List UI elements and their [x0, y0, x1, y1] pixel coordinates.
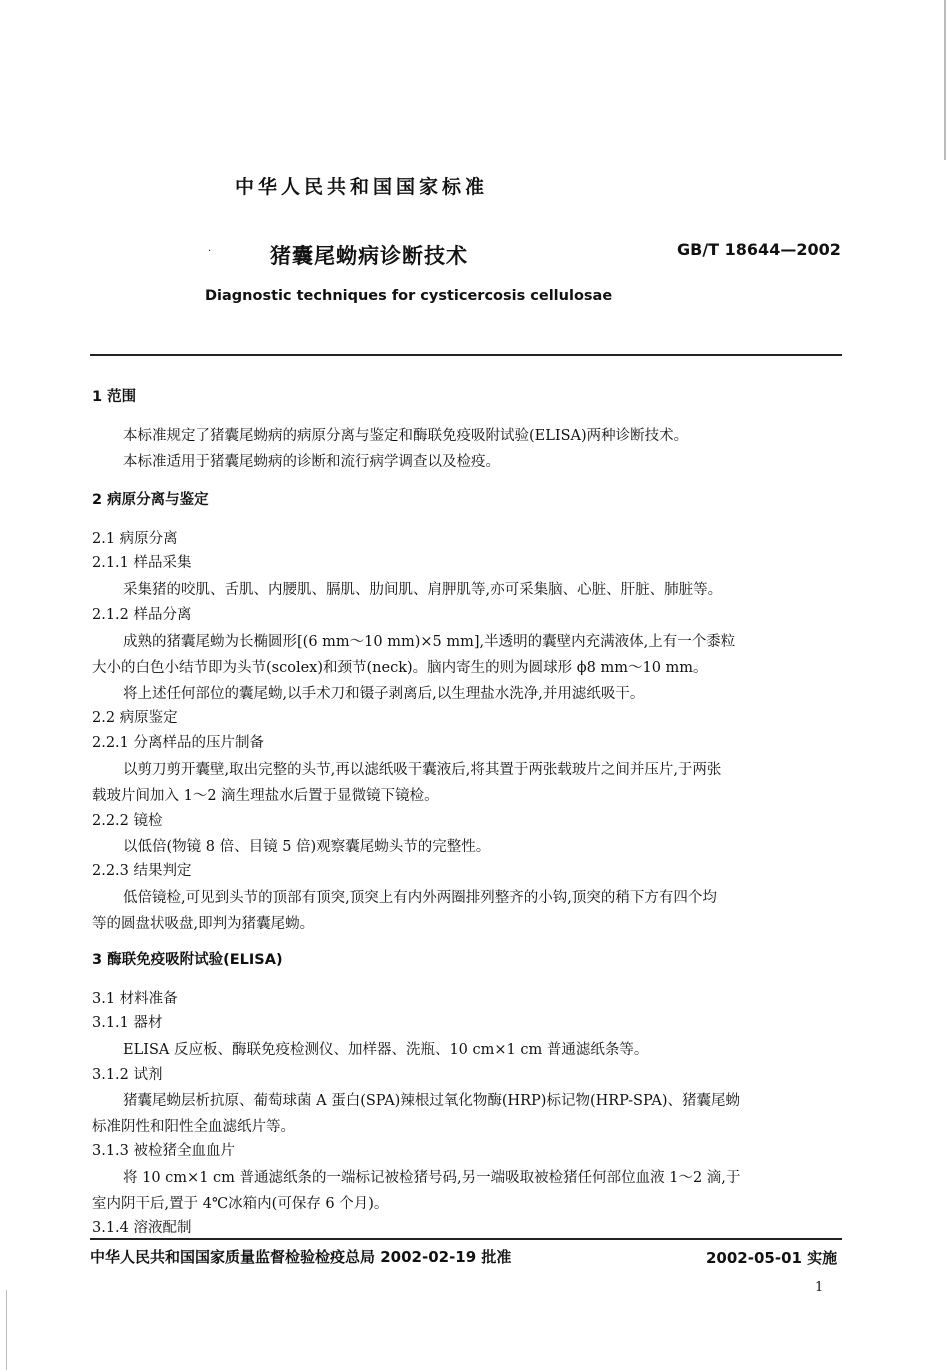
subsection-heading: 3.1.4 溶液配制: [92, 1220, 192, 1236]
standard-code: GB/T 18644—2002: [677, 240, 841, 259]
subsection-heading: 2.2.3 结果判定: [92, 863, 192, 879]
section-3-heading: 3 酶联免疫吸附试验(ELISA): [92, 952, 283, 968]
subsection-heading: 2.1 病原分离: [92, 531, 178, 547]
subsection-heading: 3.1.3 被检猪全血血片: [92, 1143, 236, 1159]
paragraph: 室内阴干后,置于 4℃冰箱内(可保存 6 个月)。: [92, 1196, 389, 1212]
scan-edge: [6, 1290, 7, 1370]
subsection-heading: 3.1.2 试剂: [92, 1067, 163, 1083]
paragraph: 低倍镜检,可见到头节的顶部有顶突,顶突上有内外两圈排列整齐的小钩,顶突的稍下方有四个均: [123, 890, 717, 906]
paragraph: 将上述任何部位的囊尾蚴,以手术刀和镊子剥离后,以生理盐水洗净,并用滤纸吸干。: [123, 686, 645, 702]
document-title-cn: 猪囊尾蚴病诊断技术: [270, 244, 468, 268]
approval-line: 中华人民共和国国家质量监督检验检疫总局 2002-02-19 批准: [90, 1248, 512, 1266]
subsection-heading: 2.1.2 样品分离: [92, 607, 192, 623]
section-1-heading: 1 范围: [92, 389, 137, 405]
paragraph: 以低倍(物镜 8 倍、目镜 5 倍)观察囊尾蚴头节的完整性。: [123, 839, 491, 855]
subsection-heading: 2.1.1 样品采集: [92, 555, 192, 571]
paragraph: 载玻片间加入 1～2 滴生理盐水后置于显微镜下镜检。: [92, 788, 439, 804]
page-number: 1: [815, 1280, 824, 1295]
subsection-heading: 2.2.2 镜检: [92, 813, 163, 829]
section-1-paragraph: 本标准规定了猪囊尾蚴病的病原分离与鉴定和酶联免疫吸附试验(ELISA)两种诊断技术。: [123, 428, 689, 444]
subsection-heading: 2.2.1 分离样品的压片制备: [92, 735, 265, 751]
paragraph: 以剪刀剪开囊壁,取出完整的头节,再以滤纸吸干囊液后,将其置于两张载玻片之间并压片,于两张: [123, 762, 722, 778]
paragraph: 大小的白色小结节即为头节(scolex)和颈节(neck)。脑内寄生的则为圆球形 ϕ8 mm～10 mm。: [92, 660, 708, 676]
paragraph: 成熟的猪囊尾蚴为长椭圆形[(6 mm～10 mm)×5 mm],半透明的囊壁内充满液体,上有一个黍粒: [123, 634, 736, 650]
scan-dot: ·: [208, 246, 212, 257]
section-1-paragraph: 本标准适用于猪囊尾蚴病的诊断和流行病学调查以及检疫。: [123, 454, 500, 470]
subsection-heading: 3.1.1 器材: [92, 1015, 163, 1031]
subsection-heading: 2.2 病原鉴定: [92, 710, 178, 726]
paragraph: 等的圆盘状吸盘,即判为猪囊尾蚴。: [92, 916, 315, 932]
section-2-heading: 2 病原分离与鉴定: [92, 492, 209, 508]
paragraph: 猪囊尾蚴层析抗原、葡萄球菌 A 蛋白(SPA)辣根过氧化物酶(HRP)标记物(HRP-SPA)、猪囊尾蚴: [123, 1093, 741, 1109]
paragraph: 标准阴性和阳性全血滤纸片等。: [92, 1119, 295, 1135]
paragraph: ELISA 反应板、酶联免疫检测仪、加样器、洗瓶、10 cm×1 cm 普通滤纸条等。: [123, 1042, 649, 1058]
header-rule: [90, 354, 842, 356]
subsection-heading: 3.1 材料准备: [92, 991, 178, 1007]
document-title-en: Diagnostic techniques for cysticercosis cellulosae: [205, 288, 613, 304]
paragraph: 将 10 cm×1 cm 普通滤纸条的一端标记被检猪号码,另一端吸取被检猪任何部位血液 1～2 滴,于: [123, 1170, 741, 1186]
effective-date: 2002-05-01 实施: [706, 1249, 838, 1267]
standard-type-heading: 中华人民共和国国家标准: [235, 176, 489, 198]
paragraph: 采集猪的咬肌、舌肌、内腰肌、膈肌、肋间肌、肩胛肌等,亦可采集脑、心脏、肝脏、肺脏等。: [123, 582, 723, 598]
scan-edge: [944, 0, 946, 160]
footer-rule: [90, 1238, 842, 1240]
